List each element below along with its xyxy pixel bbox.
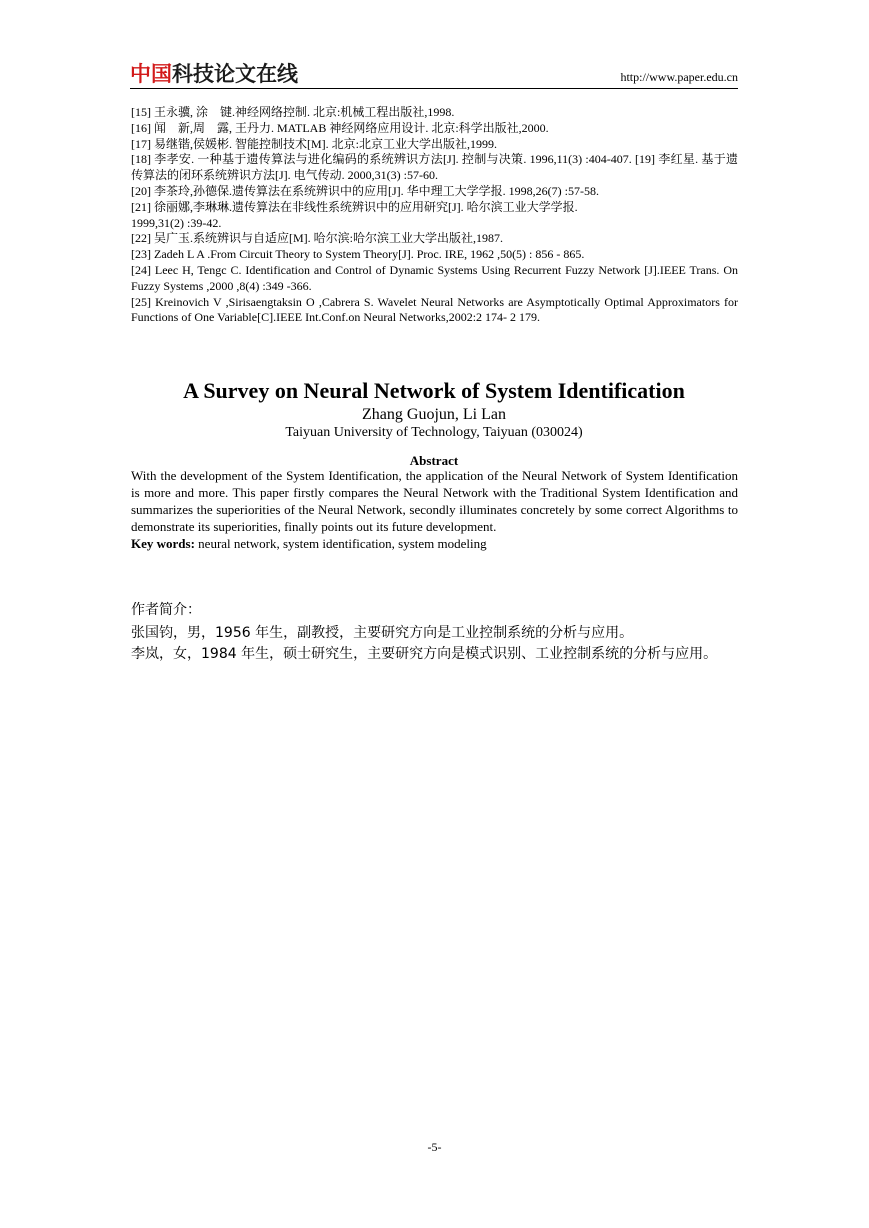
reference-list bbox=[131, 105, 738, 326]
paper-affiliation: Taiyuan University of Technology, Taiyuan (030024) bbox=[285, 425, 583, 440]
logo-black-text: 科技论文在线 bbox=[172, 62, 298, 86]
abstract-heading: Abstract bbox=[409, 453, 459, 468]
reference-item: [22] 吴广玉.系统辨识与自适应[M]. 哈尔滨:哈尔滨工业大学出版社,1987. bbox=[131, 231, 503, 246]
bio-line: 张国钧，男，1956 年生，副教授，主要研究方向是工业控制系统的分析与应用。 bbox=[131, 625, 634, 641]
reference-item: [25] Kreinovich V ,Sirisaengtaksin O ,Cabrera S. Wavelet Neural Networks are Asymptotically Optimal Approximators for Functions of One Variable[C].IEEE Int.Conf.on Neural Networks,2002:2 174- 2 179. bbox=[131, 294, 738, 325]
abstract-text: With the development of the System Identification, the application of the Neural Network of System Identification is more and more. This paper firstly compares the Neural Network with the Traditional System Identification and summarizes the superiorities of the Neural Network, secondly illuminates concretely by some correct Algorithms to demonstrate its superiorities, finally points out its future development. bbox=[131, 468, 738, 534]
keywords-line bbox=[131, 535, 738, 552]
keywords-text: neural network, system identification, system modeling bbox=[194, 536, 487, 551]
author-bio-section bbox=[131, 600, 738, 665]
reference-item: [20] 李茶玲,孙德保.遗传算法在系统辨识中的应用[J]. 华中理工大学学报. 1998,26(7) :57-58. bbox=[131, 183, 599, 198]
bio-line: 李岚，女，1984 年生，硕士研究生，主要研究方向是模式识别、工业控制系统的分析与应用。 bbox=[131, 646, 718, 662]
paper-title: A Survey on Neural Network of System Identification bbox=[183, 378, 685, 403]
page-header bbox=[130, 60, 738, 89]
english-title-block bbox=[130, 376, 738, 469]
reference-item: [17] 易继锴,侯媛彬. 智能控制技术[M]. 北京:北京工业大学出版社,1999. bbox=[131, 136, 497, 151]
abstract-section bbox=[131, 467, 738, 552]
paper-authors: Zhang Guojun, Li Lan bbox=[362, 406, 506, 423]
keywords-label: Key words: bbox=[131, 536, 195, 551]
reference-item: [21] 徐丽娜,李琳琳.遗传算法在非线性系统辨识中的应用研究[J]. 哈尔滨工业大学学报. bbox=[131, 199, 578, 214]
header-url[interactable]: http://www.paper.edu.cn bbox=[620, 70, 738, 84]
page-number: -5- bbox=[427, 1140, 442, 1154]
reference-item: [23] Zadeh L A .From Circuit Theory to System Theory[J]. Proc. IRE, 1962 ,50(5) : 856 - 865. bbox=[131, 247, 585, 262]
reference-item: [24] Leec H, Tengc C. Identification and Control of Dynamic Systems Using Recurrent Fuzzy Network [J].IEEE Trans. On Fuzzy Systems ,2000 ,8(4) :349 -366. bbox=[131, 262, 738, 293]
reference-item: [18] 李孝安. 一种基于遗传算法与进化编码的系统辨识方法[J]. 控制与决策. 1996,11(3) :404-407. [19] 李红星. 基于遗传算法的闭环系统辨识方法[J]. 电气传动. 2000,31(3) :57-60. bbox=[131, 152, 738, 183]
reference-item: [15] 王永骥, 涂 键.神经网络控制. 北京:机械工程出版社,1998. bbox=[131, 105, 455, 119]
bio-heading: 作者简介： bbox=[131, 602, 201, 618]
reference-item: 1999,31(2) :39-42. bbox=[131, 215, 222, 230]
site-logo bbox=[130, 62, 298, 86]
reference-item: [16] 闻 新,周 露, 王丹力. MATLAB 神经网络应用设计. 北京:科学出版社,2000. bbox=[131, 120, 549, 135]
logo-red-text: 中国 bbox=[130, 62, 172, 86]
